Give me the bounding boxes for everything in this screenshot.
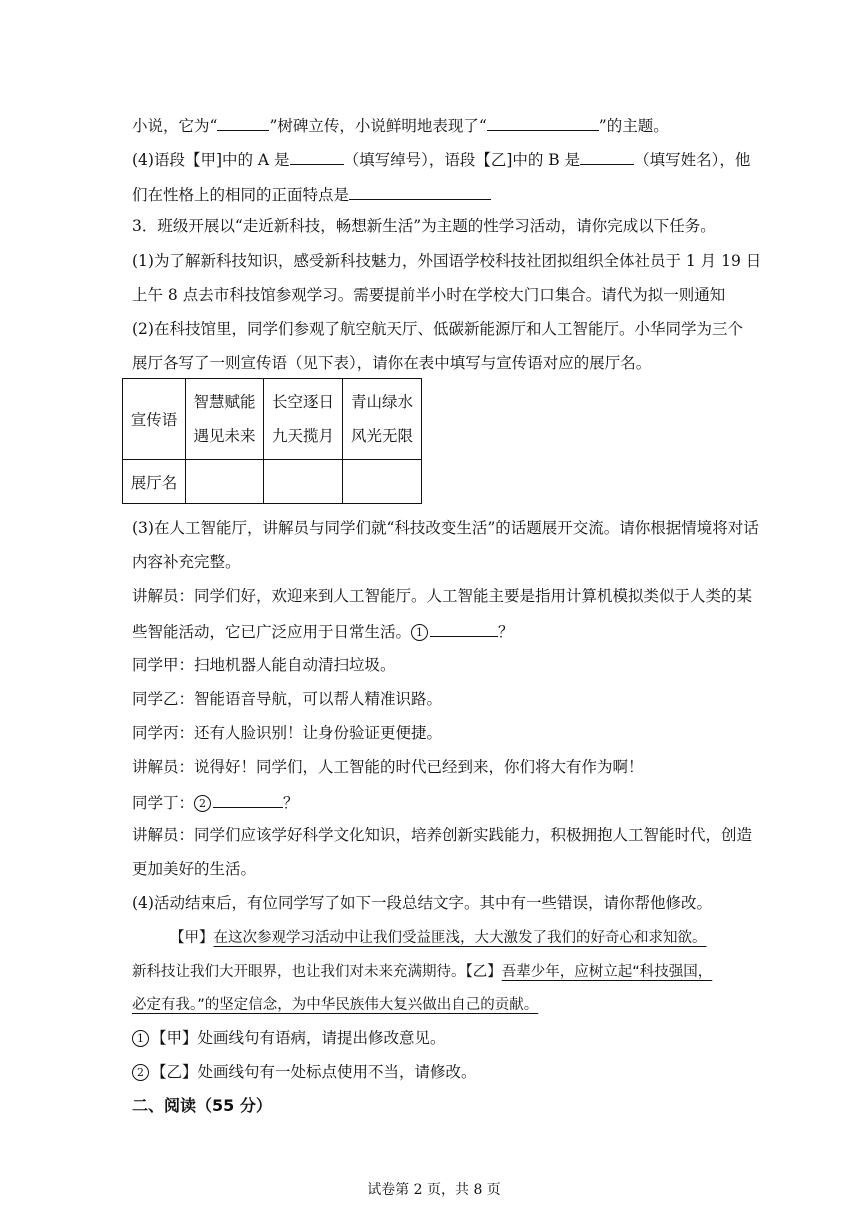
summary-paragraph-line: 新科技让我们大开眼界，也让我们对未来充满期待。【乙】吾辈少年，应树立起“科技强国， [132,964,713,980]
text-line: (4)语段【甲]中的 A 是 （填写绰号），语段【乙]中的 B 是 （填写姓名），他 [132,148,750,170]
summary-paragraph-line: 必定有我。”的坚定信念，为中华民族伟大复兴做出自己的贡献。 [132,997,539,1013]
circled-number: 1 [411,624,428,641]
task-3-text: 内容补充完整。 [132,553,241,571]
dialogue-line: 同学乙：智能语音导航，可以帮人精准识路。 [132,690,443,708]
slogan-cell: 长空逐日 九天揽月 [264,379,343,460]
sub-question: 2 【乙】处画线句有一处标点使用不当，请修改。 [132,1062,477,1082]
text-line: 小说，它为“ ”树碑立传，小说鲜明地表现了“ ”的主题。 [132,114,669,136]
answer-blank[interactable] [213,791,283,808]
circled-number: 2 [132,1064,149,1081]
dialogue-line: 更加美好的生活。 [132,860,257,878]
summary-paragraph-line: 【甲】在这次参观学习活动中让我们受益匪浅，大大激发了我们的好奇心和求知欲。 [170,930,707,946]
dialogue-line: 讲解员：同学们好，欢迎来到人工智能厅。人工智能主要是指用计算机模拟类似于人类的某 [132,587,753,605]
answer-blank[interactable] [430,620,498,637]
table-row-header: 展厅名 [123,460,186,504]
sub-question: 1 【甲】处画线句有语病，请提出修改意见。 [132,1028,446,1048]
text-line: 们在性格上的相同的正面特点是 [132,183,491,205]
answer-blank[interactable] [349,183,491,200]
dialogue-line: 同学甲：扫地机器人能自动清扫垃圾。 [132,656,396,674]
task-1-text: 上午 8 点去市科技馆参观学习。需要提前半小时在学校大门口集合。请代为拟一则通知 [132,286,726,304]
slogan-table [122,378,422,504]
dialogue-line: 些智能活动，它已广泛应用于日常生活。 1 ？ [132,620,514,642]
task-3-text: (3)在人工智能厅，讲解员与同学们就“科技改变生活”的话题展开交流。请你根据情境将对话 [132,519,759,537]
dialogue-line: 讲解员：说得好！同学们，人工智能的时代已经到来，你们将大有作为啊！ [132,758,644,776]
hall-name-cell[interactable] [264,460,343,504]
dialogue-line: 讲解员：同学们应该学好科学文化知识，培养创新实践能力，积极拥抱人工智能时代，创造 [132,826,753,844]
dialogue-line: 同学丙：还有人脸识别！让身份验证更便捷。 [132,724,443,742]
task-2-text: (2)在科技馆里，同学们参观了航空航天厅、低碳新能源厅和人工智能厅。小华同学为三个 [132,320,743,338]
circled-number: 2 [194,795,211,812]
answer-blank[interactable] [487,114,599,131]
answer-blank[interactable] [290,148,344,165]
question-3-title: 3．班级开展以“走近新科技，畅想新生活”为主题的性学习活动，请你完成以下任务。 [132,217,716,235]
section-heading: 二、阅读（55 分） [132,1096,272,1115]
task-2-text: 展厅各写了一则宣传语（见下表），请你在表中填写与宣传语对应的展厅名。 [132,354,652,372]
page-footer: 试卷第 2 页，共 8 页 [367,1182,501,1198]
dialogue-line: 同学丁： 2 ？ [132,791,299,813]
circled-number: 1 [132,1030,149,1047]
table-row-header: 宣传语 [123,379,186,460]
hall-name-cell[interactable] [186,460,264,504]
answer-blank[interactable] [580,148,634,165]
slogan-cell: 智慧赋能 遇见未来 [186,379,264,460]
task-4-text: (4)活动结束后，有位同学写了如下一段总结文字。其中有一些错误，请你帮他修改。 [132,894,712,912]
slogan-cell: 青山绿水 风光无限 [343,379,422,460]
task-1-text: (1)为了解新科技知识，感受新科技魅力，外国语学校科技社团拟组织全体社员于 1 月 19 日 [132,252,762,270]
hall-name-cell[interactable] [343,460,422,504]
answer-blank[interactable] [217,114,269,131]
